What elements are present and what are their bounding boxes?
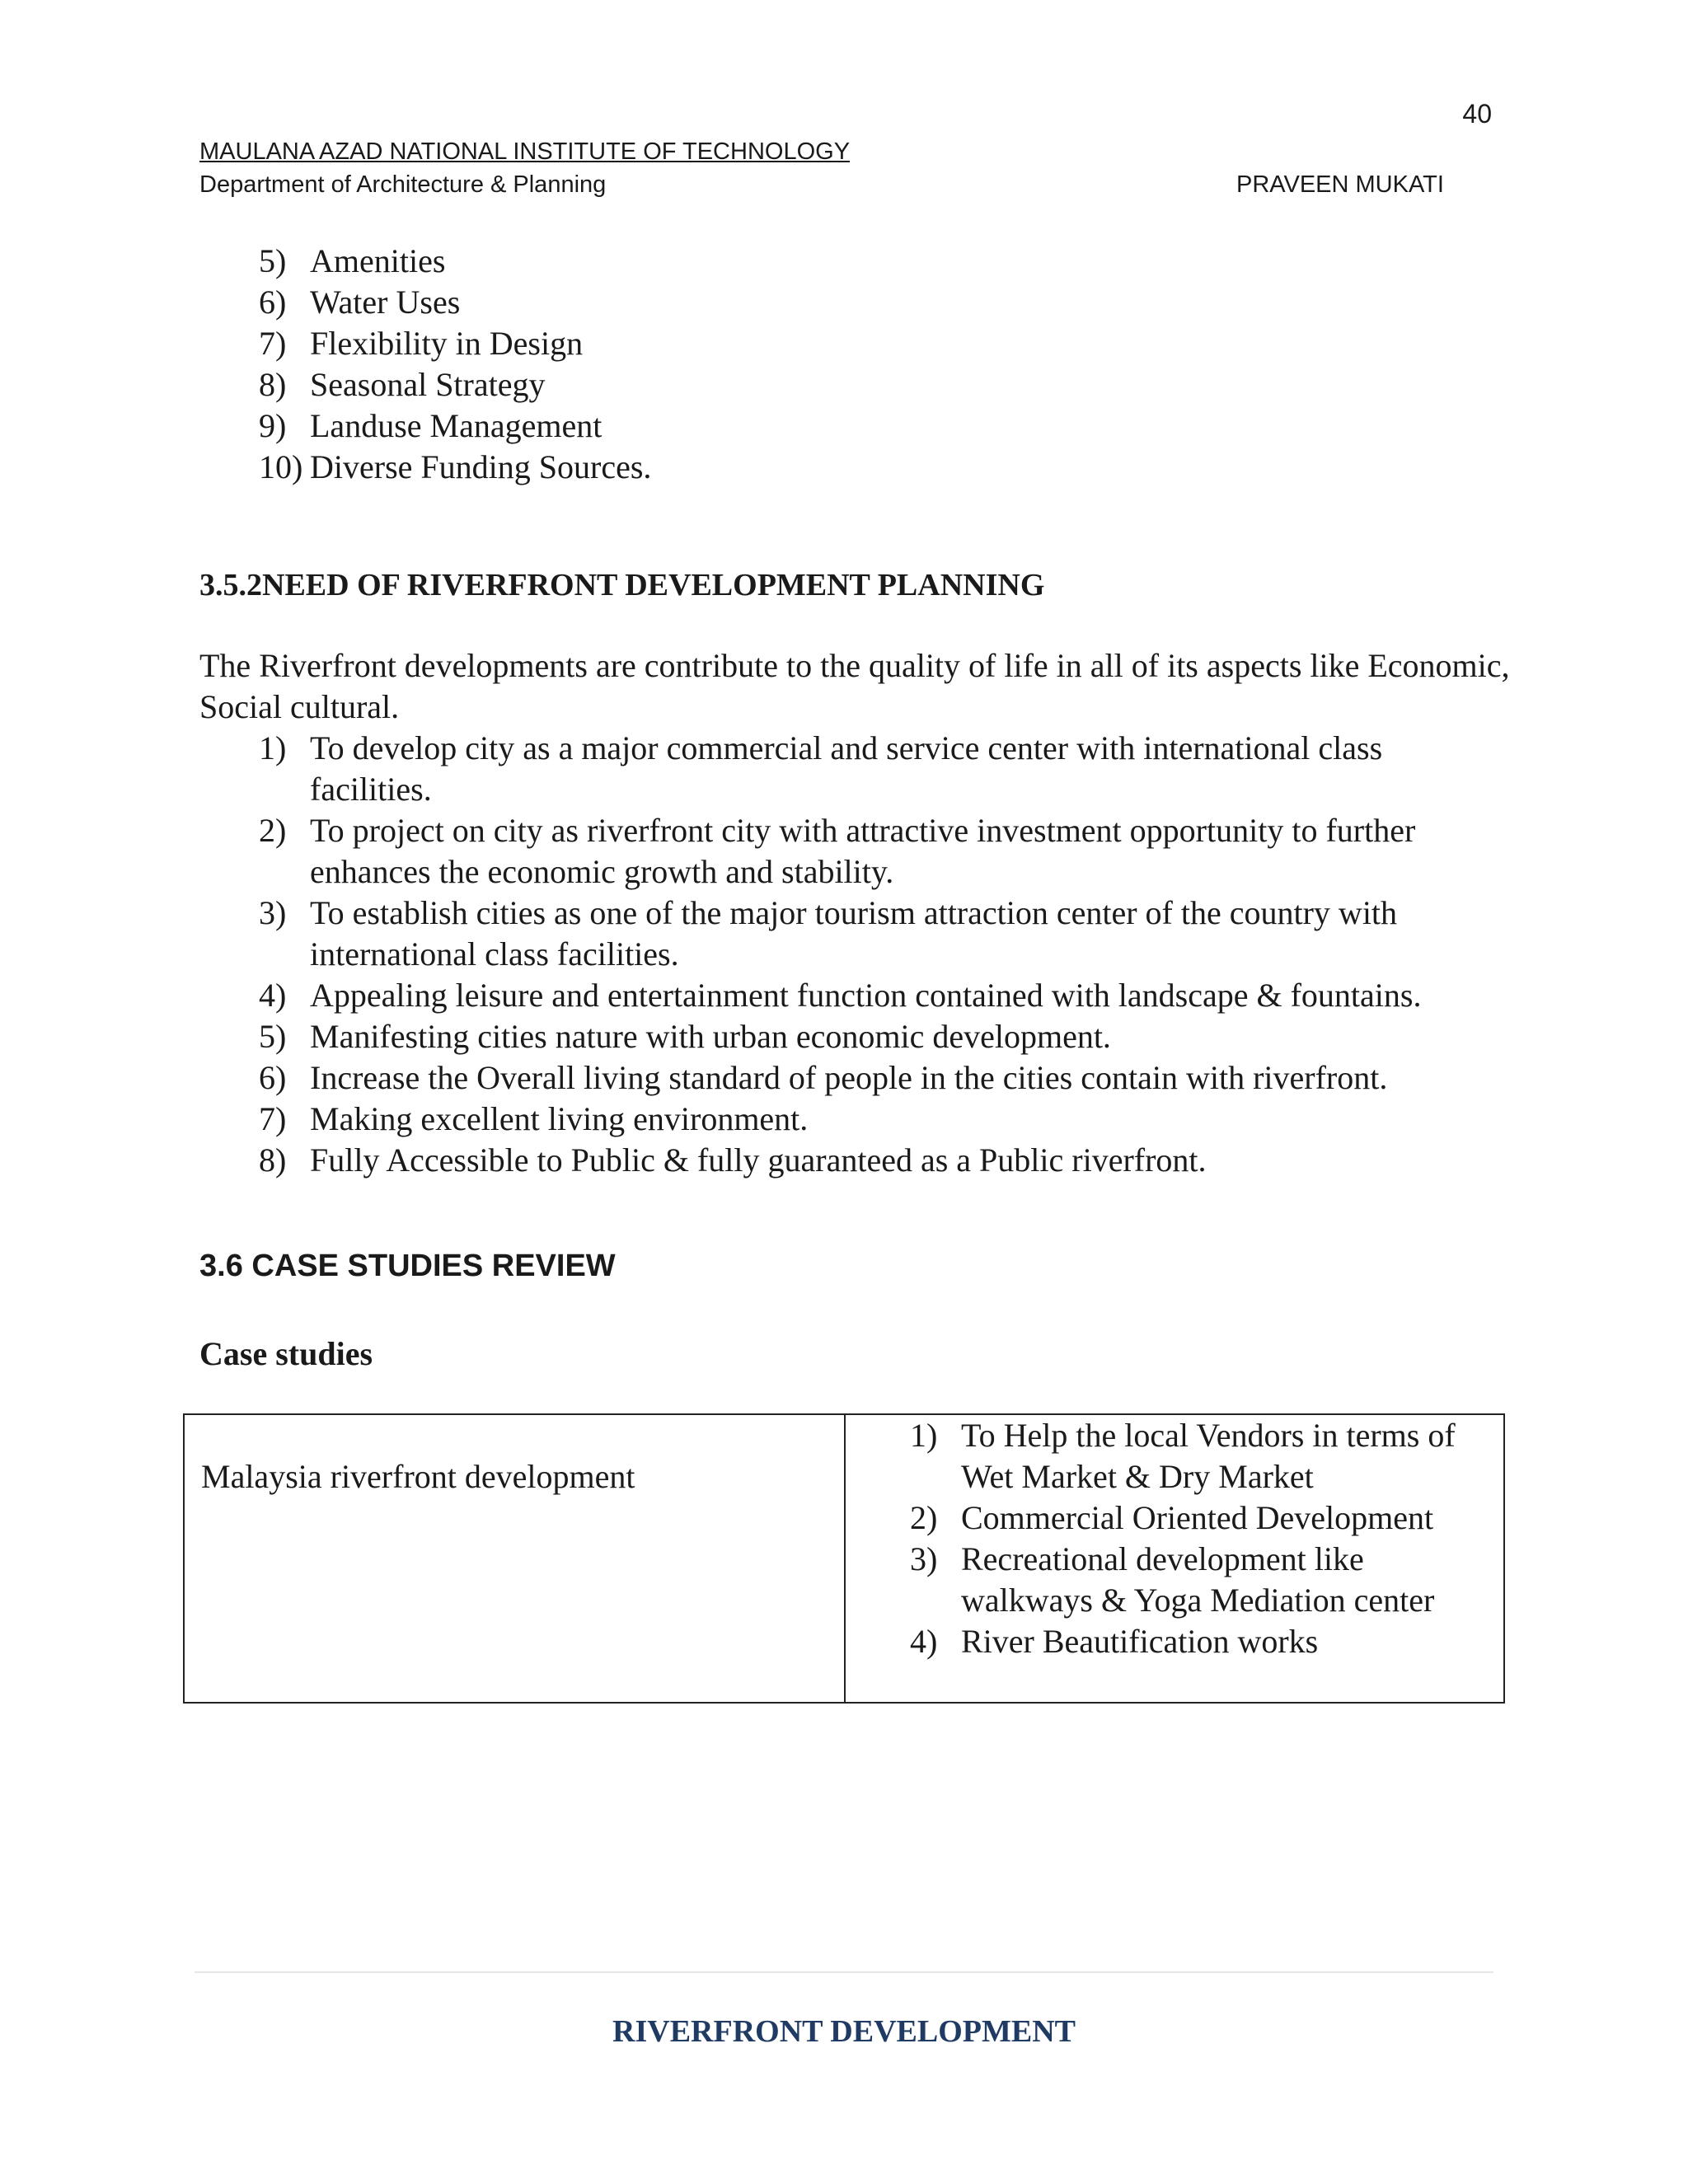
author-name: PRAVEEN MUKATI — [1236, 171, 1444, 198]
list-item — [259, 810, 1495, 893]
list-item — [259, 1016, 1495, 1057]
list-item — [259, 364, 1413, 405]
list-text: Fully Accessible to Public & fully guaranteed as a Public riverfront. — [310, 1141, 1207, 1179]
list-item — [910, 1497, 1487, 1539]
principles-list — [259, 241, 1413, 488]
department-name: Department of Architecture & Planning — [199, 171, 607, 198]
list-number: 8) — [259, 366, 287, 403]
case-study-points — [910, 1415, 1487, 1662]
list-text: Commercial Oriented Development — [961, 1499, 1434, 1536]
list-number: 7) — [259, 325, 287, 362]
list-text: Diverse Funding Sources. — [310, 448, 652, 485]
list-number: 2) — [259, 812, 287, 849]
page-number: 40 — [1462, 99, 1492, 129]
list-text: Recreational development like walkways & Yoga Mediation center — [961, 1540, 1435, 1619]
list-item — [910, 1539, 1487, 1621]
list-text: Making excellent living environment. — [310, 1100, 809, 1137]
list-item — [259, 323, 1413, 364]
table-divider — [844, 1415, 846, 1702]
intro-paragraph: The Riverfront developments are contribute to the quality of life in all of its aspects like Economic, Social cultural. — [199, 647, 1510, 725]
case-study-name: Malaysia riverfront development — [201, 1458, 635, 1495]
list-item — [910, 1415, 1487, 1497]
list-number: 1) — [910, 1417, 938, 1454]
section-heading: 3.5.2NEED OF RIVERFRONT DEVELOPMENT PLANNING — [199, 568, 1045, 602]
list-number: 10) — [259, 448, 303, 485]
list-number: 1) — [259, 729, 287, 766]
list-item — [259, 447, 1413, 488]
list-number: 4) — [259, 977, 287, 1014]
list-number: 3) — [259, 894, 287, 931]
list-text: Seasonal Strategy — [310, 366, 546, 403]
list-text: Increase the Overall living standard of people in the cities contain with riverfront. — [310, 1059, 1388, 1096]
list-item — [259, 975, 1495, 1016]
case-study-table — [183, 1413, 1505, 1704]
list-item — [259, 728, 1495, 810]
list-item — [259, 405, 1413, 447]
list-item — [259, 282, 1413, 323]
list-number: 3) — [910, 1540, 938, 1577]
needs-list — [259, 728, 1495, 1181]
list-item — [259, 1099, 1495, 1140]
list-text: To establish cities as one of the major tourism attraction center of the country with international class facilities. — [310, 894, 1398, 972]
list-text: Flexibility in Design — [310, 325, 584, 362]
list-item — [259, 893, 1495, 975]
list-text: Appealing leisure and entertainment function contained with landscape & fountains. — [310, 977, 1422, 1014]
list-text: To project on city as riverfront city with attractive investment opportunity to further enhances the economic growth and stability. — [310, 812, 1416, 890]
list-number: 2) — [910, 1499, 938, 1536]
list-number: 9) — [259, 407, 287, 444]
list-item — [259, 1057, 1495, 1099]
list-item — [259, 241, 1413, 282]
list-text: River Beautification works — [961, 1623, 1319, 1660]
list-item — [259, 1140, 1495, 1181]
list-number: 6) — [259, 284, 287, 321]
list-number: 5) — [259, 242, 287, 279]
list-text: Manifesting cities nature with urban economic development. — [310, 1018, 1111, 1055]
list-number: 5) — [259, 1018, 287, 1055]
case-studies-subheading: Case studies — [199, 1335, 373, 1372]
footer-title: RIVERFRONT DEVELOPMENT — [612, 2014, 1076, 2049]
list-text: To develop city as a major commercial and service center with international class facilities. — [310, 729, 1383, 808]
list-number: 7) — [259, 1100, 287, 1137]
list-text: Landuse Management — [310, 407, 603, 444]
list-number: 4) — [910, 1623, 938, 1660]
institute-name: MAULANA AZAD NATIONAL INSTITUTE OF TECHNOLOGY — [199, 138, 851, 165]
list-text: Water Uses — [310, 284, 461, 321]
list-number: 8) — [259, 1141, 287, 1179]
list-text: Amenities — [310, 242, 446, 279]
list-number: 6) — [259, 1059, 287, 1096]
case-studies-heading: 3.6 CASE STUDIES REVIEW — [199, 1249, 616, 1283]
list-text: To Help the local Vendors in terms of Wet Market & Dry Market — [961, 1417, 1456, 1495]
list-item — [910, 1621, 1487, 1662]
footer-rule — [195, 1971, 1493, 1973]
